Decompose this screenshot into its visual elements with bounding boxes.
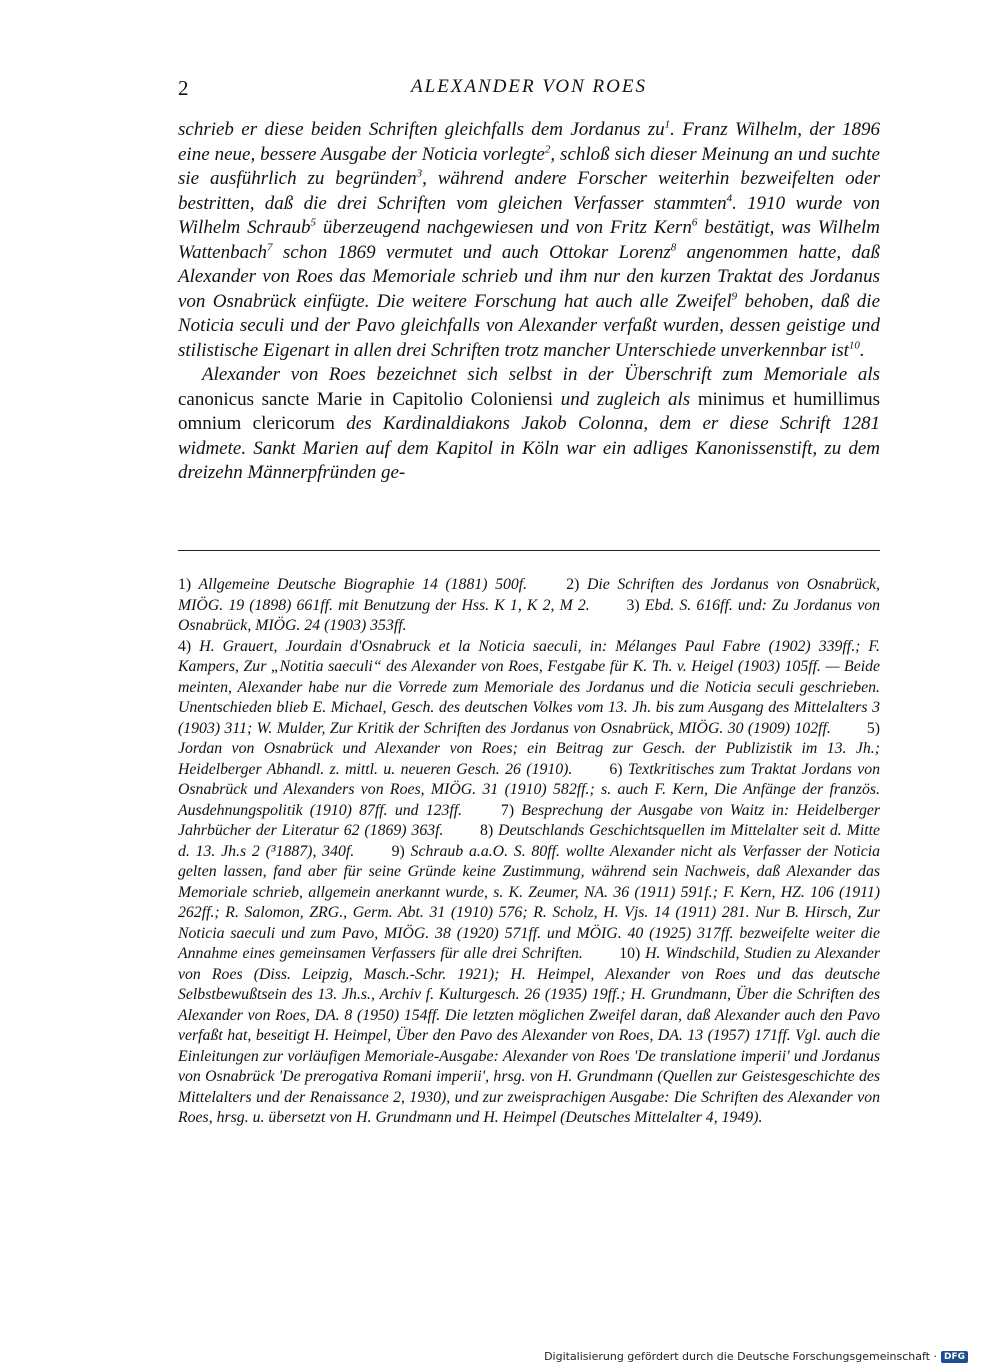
digitization-footer — [544, 1350, 968, 1363]
footnote-divider — [178, 550, 880, 551]
footer-text: Digitalisierung gefördert durch die Deutsche Forschungsgemeinschaft · — [544, 1350, 937, 1363]
footnote-ref[interactable]: 7 — [267, 241, 273, 254]
footnote: 3) Ebd. S. 616ff. und: Zu Jordanus von Osnabrück, MIÖG. 24 (1903) 353ff. — [178, 596, 881, 634]
paragraph: Alexander von Roes bezeichnet sich selbst in der Überschrift zum Memoriale als canonicus sancte Marie in Capitolio Coloniensi und zugleich als minimus et humillimus omnium clericorum des Kardinaldiakons Jakob Colonna, dem er diese Schrift 1281 widmete. Sankt Marien auf dem Kapitol in Köln war ein adliges Kanonissenstift, zu dem dreizehn Männerpfründen ge- — [178, 364, 880, 483]
page-header — [178, 76, 880, 104]
footnote: 8) Deutschlands Geschichtsquellen im Mittelalter seit d. Mitte d. 13. Jh.s 2 (³1887), 340f. — [178, 822, 880, 860]
footnote-ref[interactable]: 3 — [416, 167, 423, 180]
running-head: ALEXANDER VON ROES — [411, 76, 647, 97]
footnote-ref[interactable]: 9 — [731, 290, 738, 303]
footnote: 4) H. Grauert, Jourdain d'Osnabruck et la Noticia saeculi, in: Mélanges Paul Fabre (1902) 339ff.; F. Kampers, Zur „Notitia saeculi“ des Alexander von Roes, Festgabe für K. Th. v. Heigel (1903) 105ff. — Beide meinten, Alexander habe nur die Vorrede zum Memoriale des Jordanus und die Noticia seculi geschrieben. Unentschieden blieb E. Michael, Gesch. des deutschen Volkes vom 13. Jh. bis zum Ausgang des Mittelalters 3 (1903) 311; W. Mulder, Zur Kritik der Schriften des Jordanus von Osnabrück, MIÖG. 30 (1909) 102ff. — [178, 637, 880, 737]
footnote: 6) Textkritisches zum Traktat Jordans von Osnabrück und Alexanders von Roes, MIÖG. 31 (1910) 582ff.; s. auch F. Kern, Die Anfänge der französ. Ausdehnungspolitik (1910) 87ff. und 123ff. — [178, 760, 881, 819]
page-number: 2 — [178, 76, 189, 100]
footnote-ref[interactable]: 5 — [310, 216, 316, 229]
footnote: 5) Jordan von Osnabrück und Alexander von Roes; ein Beitrag zur Gesch. der Publizistik im 13. Jh.; Heidelberger Abhandl. z. mittl. u. neueren Gesch. 26 (1910). — [178, 719, 880, 778]
footnotes — [178, 575, 880, 1129]
footnote: 9) Schraub a.a.O. S. 80ff. wollte Alexander nicht als Verfasser der Noticia gelten lassen, fand aber für seine Gründe keine Zustimmung, während sein Nachweis, daß Alexander das Memoriale schrieb, allgemein anerkannt wurde, s. K. Zeumer, NA. 36 (1911) 591f.; F. Kern, HZ. 106 (1911) 262ff.; R. Salomon, ZRG., Germ. Abt. 31 (1910) 576; R. Scholz, H. Vjs. 14 (1911) 281. Nur B. Hirsch, Zur Noticia saeculi und zum Pavo, MIÖG. 38 (1920) 571ff. und MÖIG. 40 (1925) 317ff. bezweifelte weiter die Annahme eines gemeinsamen Verfassers für alle drei Schriften. — [178, 842, 880, 962]
footnote: 7) Besprechung der Ausgabe von Waitz in: Heidelberger Jahrbücher der Literatur 62 (1869) 363f. — [178, 801, 881, 839]
dfg-logo: DFG — [941, 1351, 968, 1363]
footnote-ref[interactable]: 10 — [848, 339, 860, 352]
footnote-ref[interactable]: 4 — [726, 192, 733, 205]
footnote: 2) Die Schriften des Jordanus von Osnabrück, MIÖG. 19 (1898) 661ff. mit Benutzung der Hss. K 1, K 2, M 2. — [178, 576, 880, 614]
footnote-ref[interactable]: 8 — [670, 241, 677, 254]
main-text — [178, 118, 880, 486]
footnote-ref[interactable]: 1 — [664, 118, 671, 131]
footnote: 10) H. Windschild, Studien zu Alexander von Roes (Diss. Leipzig, Masch.-Schr. 1921); H. Heimpel, Alexander von Roes und das deutsche Selbstbewußtsein des 13. Jh.s., Archiv f. Kulturgesch. 26 (1935) 19ff.; H. Grundmann, Über die Schriften des Alexander von Roes, DA. 8 (1950) 154ff. Die letzten möglichen Zweifel daran, daß Alexander auch den Pavo verfaßt hat, beseitigt H. Heimpel, Über den Pavo des Alexander von Roes, DA. 13 (1957) 171ff. Vgl. auch die Einleitungen zur vorläufigen Memoriale-Ausgabe: Alexander von Roes 'De translatione imperii' und Jordanus von Osnabrück 'De prerogativa Romani imperii', hrsg. von H. Grundmann (Quellen zur Geistesgeschichte des Mittelalters und der Renaissance 2, 1930), und zur zweisprachigen Ausgabe: Die Schriften des Alexander von Roes, hrsg. u. übersetzt von H. Grundmann und H. Heimpel (Deutsches Mittelalter 4, 1949). — [178, 945, 880, 1126]
paragraph: schrieb er diese beiden Schriften gleichfalls dem Jordanus $zu^1$. Franz Wilhelm, der 1896 eine neue, bessere Ausgabe der Noticia vorlegte$^2$, schloß sich dieser Meinung an und suchte sie ausführlich zu begründen$^3$, während andere Forscher weiterhin bezweifelten oder bestritten, daß die drei Schriften vom gleichen Verfasser stammten$^4$. 1910 wurde von Wilhelm Schraub$^5$ überzeugend nachgewiesen und von Fritz Kern$^6$ bestätigt, was Wilhelm Wattenbach$^7$ schon 1869 vermutet und auch Ottokar Lorenz$^8$ angenommen hatte, daß Alexander von Roes das Memoriale schrieb und ihm nur den kurzen Traktat des Jordanus von Osnabrück einfügte. Die weitere Forschung hat auch alle Zweifel$^9$ behoben, daß die Noticia seculi und der Pavo gleichfalls von Alexander verfaßt wurden, dessen geistige und stilistische Eigenart in allen drei Schriften trotz mancher Unterschiede unverkennbar ist$^{10}$. — [178, 118, 881, 361]
footnote-ref[interactable]: 2 — [544, 143, 551, 156]
footnote-ref[interactable]: 6 — [691, 216, 698, 229]
footnote: 1) Allgemeine Deutsche Biographie 14 (1881) 500f. — [178, 576, 528, 593]
